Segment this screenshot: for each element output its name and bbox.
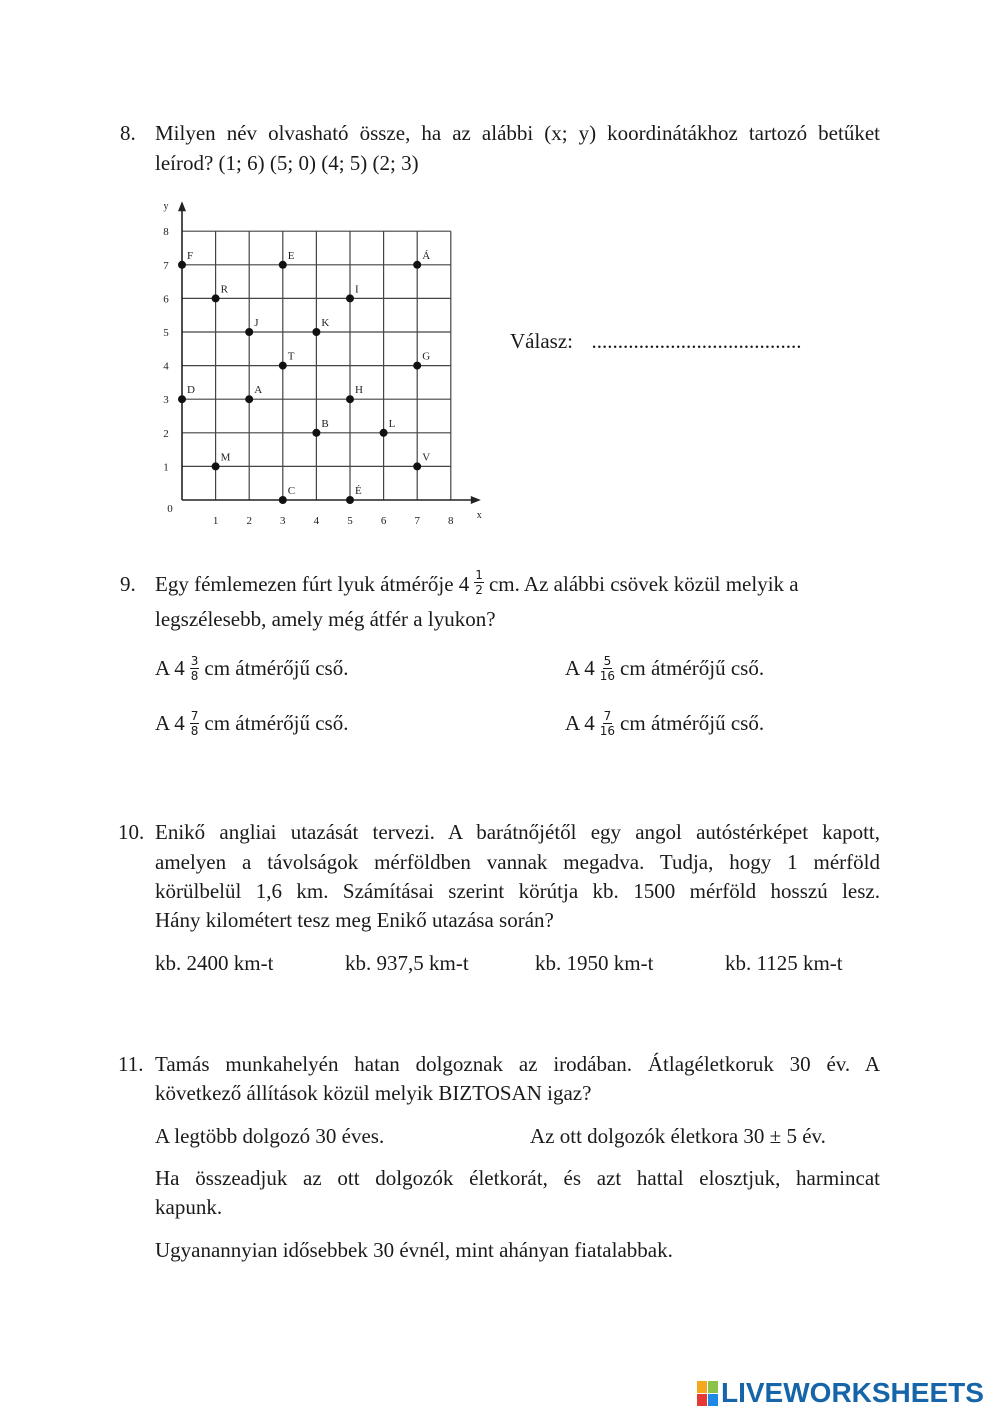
q9-option-4[interactable] <box>565 708 764 740</box>
q9-option-4-suffix: cm átmérőjű cső. <box>620 711 765 735</box>
q9-option-2-suffix: cm átmérőjű cső. <box>620 656 765 680</box>
q9-option-3-num: 7 <box>190 708 199 723</box>
point-label: J <box>254 317 259 329</box>
point-label: H <box>355 384 363 397</box>
y-axis-arrow-icon <box>178 201 186 211</box>
logo-text: LIVEWORKSHEETS <box>721 1377 984 1408</box>
point-label: C <box>287 485 296 497</box>
q8-answer-label: Válasz: <box>510 329 573 353</box>
point-R <box>212 294 220 302</box>
point-J <box>245 328 253 336</box>
q9-option-2[interactable] <box>565 653 764 685</box>
point-label: K <box>321 317 330 329</box>
q8-text-line1: Milyen név olvasható össze, ha az alábbi (x; y) koordinátákhoz tartozó betűket <box>155 121 880 145</box>
q11-option-2[interactable]: Az ott dolgozók életkora 30 ± 5 év. <box>530 1124 826 1148</box>
x-tick-label: 3 <box>280 515 286 527</box>
x-tick-label: 7 <box>414 515 420 527</box>
q9-option-2-num: 5 <box>603 653 612 668</box>
q9-option-4-num: 7 <box>603 708 612 723</box>
q11-text-line2: következő állítások közül melyik BIZTOSAN igaz? <box>155 1081 592 1105</box>
point-T <box>279 362 287 370</box>
logo-square-2 <box>708 1381 718 1393</box>
q10-number: 10. <box>118 820 145 844</box>
y-tick-label: 8 <box>163 226 169 239</box>
q10-text-line4: Hány kilométert tesz meg Enikő utazása során? <box>155 908 554 932</box>
y-tick-label: 7 <box>163 259 169 272</box>
q10-option-1[interactable]: kb. 2400 km-t <box>155 951 274 975</box>
x-tick-label: 2 <box>246 515 252 527</box>
q9-option-1-den: 8 <box>190 668 199 683</box>
x-tick-label: 6 <box>380 515 387 527</box>
y-axis-label: y <box>163 201 169 213</box>
x-tick-label: 5 <box>347 515 353 527</box>
point-label: Á <box>422 249 431 262</box>
point-C <box>279 496 287 504</box>
point-label: F <box>187 249 194 262</box>
point-label: B <box>321 417 329 430</box>
x-tick-label: 1 <box>212 515 219 527</box>
q10-option-3[interactable]: kb. 1950 km-t <box>535 951 654 975</box>
point-V <box>413 462 421 470</box>
y-tick-label: 4 <box>163 360 169 373</box>
point-label: L <box>388 417 396 430</box>
point-Á <box>413 261 421 269</box>
point-label: V <box>422 451 431 464</box>
y-tick-label: 6 <box>163 293 169 306</box>
q11-option-4[interactable]: Ugyanannyian idősebbek 30 évnél, mint ahányan fiatalabbak. <box>155 1238 673 1262</box>
logo-square-1 <box>697 1381 707 1393</box>
x-tick-label: 4 <box>313 515 320 527</box>
q9-option-2-den: 16 <box>599 668 616 683</box>
q9-option-1-prefix: A 4 <box>155 656 185 680</box>
q9-number: 9. <box>120 572 136 596</box>
q11-option-3-line1[interactable]: Ha összeadjuk az ott dolgozók életkorát, és azt hattal elosztjuk, harmincat <box>155 1166 880 1190</box>
q9-text-line2: legszélesebb, amely még átfér a lyukon? <box>155 607 496 631</box>
q8-text-line2: leírod? (1; 6) (5; 0) (4; 5) (2; 3) <box>155 151 419 175</box>
q10-option-2[interactable]: kb. 937,5 km-t <box>345 951 469 975</box>
point-label: A <box>254 384 263 397</box>
point-label: D <box>187 384 195 397</box>
point-label: R <box>220 283 228 296</box>
q9-option-1-num: 3 <box>190 653 199 668</box>
point-label: M <box>220 451 231 464</box>
x-axis-arrow-icon <box>471 496 481 504</box>
q9-option-3-suffix: cm átmérőjű cső. <box>204 711 349 735</box>
point-label: E <box>287 249 295 262</box>
y-tick-label: 1 <box>163 461 169 474</box>
q9-option-3-den: 8 <box>190 723 199 738</box>
q10-text-line1: Enikő angliai utazását tervezi. A barátnőjétől egy angol autóstérképet kapott, <box>155 820 880 844</box>
point-F <box>178 261 186 269</box>
q9-option-4-fraction <box>600 709 615 738</box>
point-A <box>245 395 253 403</box>
q9-option-1-fraction <box>190 654 200 683</box>
point-M <box>212 462 220 470</box>
logo-square-4 <box>708 1394 718 1406</box>
q9-text-part-a: Egy fémlemezen fúrt lyuk átmérője 4 <box>155 572 470 596</box>
point-K <box>312 328 320 336</box>
point-G <box>413 362 421 370</box>
q9-text-line1 <box>155 569 880 599</box>
logo-square-3 <box>697 1394 707 1406</box>
q11-option-3-line2[interactable]: kapunk. <box>155 1195 223 1219</box>
point-label: G <box>422 350 431 363</box>
y-tick-label: 2 <box>163 427 169 440</box>
q9-option-2-fraction <box>600 654 615 683</box>
q9-fraction <box>474 568 484 597</box>
origin-label: 0 <box>167 503 173 515</box>
q10-text-line3: körülbelül 1,6 km. Számításai szerint körútja kb. 1500 mérföld hosszú lesz. <box>155 879 880 903</box>
q10-option-4[interactable]: kb. 1125 km-t <box>725 951 843 975</box>
q9-option-4-den: 16 <box>599 723 616 738</box>
q9-fraction-denominator: 2 <box>475 582 483 597</box>
point-label: I <box>355 283 359 296</box>
liveworksheets-logo <box>697 1378 984 1408</box>
point-E <box>279 261 287 269</box>
point-label: É <box>355 485 362 497</box>
q11-text-line1: Tamás munkahelyén hatan dolgoznak az irodában. Átlagéletkoruk 30 év. A <box>155 1052 880 1076</box>
point-H <box>346 395 354 403</box>
x-axis-label: x <box>476 510 482 521</box>
point-D <box>178 395 186 403</box>
q9-text-part-b: cm. Az alábbi csövek közül melyik a <box>488 572 799 596</box>
q9-text-part-b-wrap <box>489 569 880 599</box>
q9-option-1-suffix: cm átmérőjű cső. <box>204 656 349 680</box>
q8-answer-row <box>510 326 801 356</box>
point-B <box>312 429 320 437</box>
q11-option-1[interactable]: A legtöbb dolgozó 30 éves. <box>155 1124 385 1148</box>
y-tick-label: 3 <box>163 394 169 407</box>
q9-option-3-prefix: A 4 <box>155 711 185 735</box>
q9-option-1[interactable] <box>155 653 348 685</box>
q8-number: 8. <box>120 121 136 145</box>
q8-answer-blank[interactable]: ........................................ <box>591 329 802 353</box>
q11-number: 11. <box>118 1052 144 1076</box>
coordinate-grid-chart <box>150 190 500 530</box>
q9-option-4-prefix: A 4 <box>565 711 595 735</box>
y-tick-label: 5 <box>163 327 169 339</box>
q9-option-2-prefix: A 4 <box>565 656 595 680</box>
q9-option-3[interactable] <box>155 708 348 740</box>
q9-option-3-fraction <box>190 709 200 738</box>
point-É <box>346 496 354 504</box>
x-tick-label: 8 <box>448 515 454 527</box>
q10-text-line2: amelyen a távolságok mérföldben vannak megadva. Tudja, hogy 1 mérföld <box>155 850 880 874</box>
point-label: T <box>287 350 295 363</box>
point-L <box>380 429 388 437</box>
logo-mark-icon <box>697 1381 718 1406</box>
point-I <box>346 294 354 302</box>
q9-fraction-numerator: 1 <box>475 567 483 582</box>
